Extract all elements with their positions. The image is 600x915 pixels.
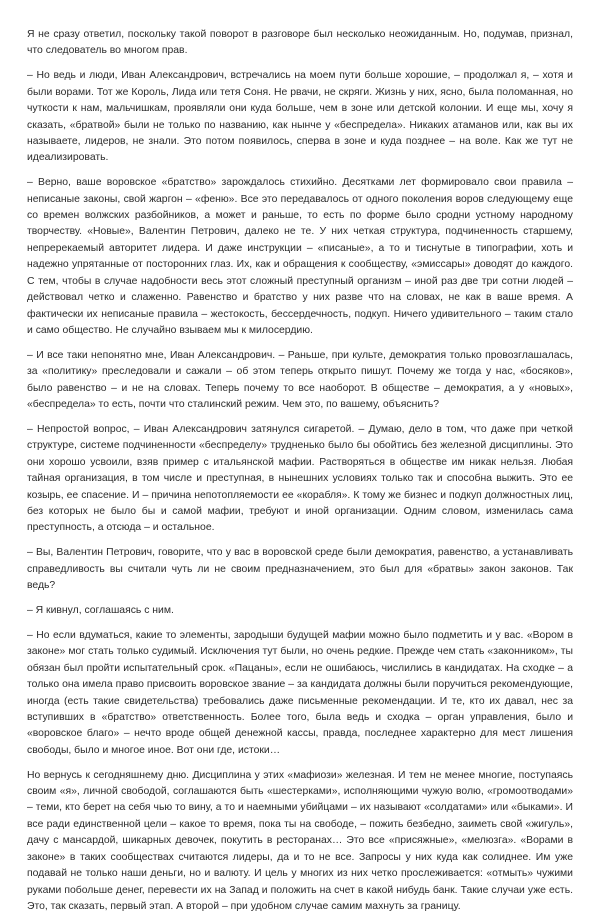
document-text-body — [27, 27, 573, 915]
paragraph: – Непростой вопрос, – Иван Александрович затянулся сигаретой. – Думаю, дело в том, что даже при четкой структуре, системе подчиненности «беспределу» трудненько было бы обойтись без железной дисциплины. Это они хорошо усвоили, взяв пример с итальянской мафии. Растворяться в обществе им никак нельзя. Любая тайная организация, в том числе и преступная, в нынешних условиях только так и способна выжить. Это ее козырь, ее спасение. И – причина непотопляемости ее «корабля». К тому же бизнес и подкуп должностных лиц, без которых не было бы и самой мафии, требуют и иной организации. Одним словом, изменилась сама преступность, а отсюда – и остальное. — [27, 423, 573, 534]
paragraph: – Но ведь и люди, Иван Александрович, встречались на моем пути больше хорошие, – продолжал я, – хотя и были ворами. Тот же Король, Лида или тетя Соня. Не рвачи, не скряги. Жизнь у них, ясно, была поломанная, но чуткости к нам, мальчишкам, проявляли они куда больше, чем в зоне или детской колонии. И еще мы, хочу я сказать, «братвой» были не только по названию, как нынче у «беспредела». Никаких атаманов или, как вы их называете, лидеров, не знали. Это потом появилось, сперва в зоне и куда позднее – на воле. Как же тут не идеализировать. — [27, 70, 573, 164]
paragraph: Но вернусь к сегодняшнему дню. Дисциплина у этих «мафиози» железная. И тем не менее многие, поступаясь своим «я», личной свободой, соглашаются быть «шестерками», исполняющими чужую волю, «громоотводами» – теми, кто берет на себя чью то вину, а то и наемными убийцами – их называют «солдатами» или «быками». И все ради единственной цели – какое то время, пока ты на свободе, – пожить безбедно, заиметь свой «жигуль», дачу с мансардой, шикарных девочек, покутить в ресторанах… Это все «присяжные», «мелюзга». «Ворами в законе» в таких сообществах считаются лидеры, да и то не все. Запросы у них куда как солиднее. Им уже подавай не только наши деньги, но и валюту. И цель у многих из них четко прослеживается: «отмыть» чужими руками побольше денег, перевести их на Запад и положить на счет в какой нибудь банк. Такие случаи уже есть. Это, так сказать, первый этап. А второй – при удобном случае самим махнуть за границу. — [27, 769, 573, 912]
paragraph: – Но если вдуматься, какие то элементы, зародыши будущей мафии можно было подметить и у вас. «Вором в законе» мог стать только судимый. Исключения тут были, но очень редкие. Прежде чем стать «законником», ты обязан был пройти испытательный срок. «Пацаны», если не ошибаюсь, числились в кандидатах. На сходке – а только она имела право присвоить воровское звание – за кандидата должны были поручиться рекомендующие, иногда (есть такие свидетельства) требовались даже письменные рекомендации. И те, кто их давал, нес за вступивших в «братство» ответственность. Более того, была ведь и сходка – орган управления, было и «воровское благо» – нечто вроде общей денежной кассы, правда, последнее характерно для мест лишения свободы, было и многое иное. Вот они где, истоки… — [27, 629, 573, 756]
paragraph: Я не сразу ответил, поскольку такой поворот в разговоре был несколько неожиданным. Но, подумав, признал, что следователь во многом прав. — [27, 29, 573, 57]
paragraph: – Я кивнул, соглашаясь с ним. — [27, 605, 174, 616]
paragraph: – И все таки непонятно мне, Иван Александрович. – Раньше, при культе, демократия только провозглашалась, за «политику» преследовали и сажали – об этом теперь открыто пишут. Почему же тогда у нас, «босяков», было равенство – и не на словах. Теперь почему то все наоборот. В обществе – демократия, а у «новых», «беспредела» то есть, почти что сталинский режим. Чем это, по вашему, объяснить? — [27, 349, 573, 411]
paragraph: – Верно, ваше воровское «братство» зарождалось стихийно. Десятками лет формировало свои правила – неписаные законы, свой жаргон – «феню». Все это передавалось от одного поколения воров следующему еще со времен волжских разбойников, а может и раньше, то есть по форме было сродни устному народному творчеству. «Новые», Валентин Петрович, далеко не те. У них четкая структура, подчиненность старшему, непререкаемый авторитет лидера. И даже инструкции – «писаные», а то и тиснутые в типографии, хоть и надежно упрятанные от посторонних глаз. Их, как и обращения к сообществу, «эмиссары» доводят до каждого. С тем, чтобы в случае надобности весь этот сложный преступный организм – иной раз две три сотни людей – действовал четко и слаженно. Равенство и братство у них разве что на словах, не как в ваше время. А фактически их неписаные правила – жестокость, бессердечность, подкуп. Ничего удивительного – таким стало и само общество. Не случайно взываем мы к милосердию. — [27, 177, 573, 336]
paragraph: – Вы, Валентин Петрович, говорите, что у вас в воровской среде были демократия, равенство, а устанавливать справедливость вы считали чуть ли не своим предназначением, это был для «братвы» закон законов. Так ведь? — [27, 547, 573, 592]
